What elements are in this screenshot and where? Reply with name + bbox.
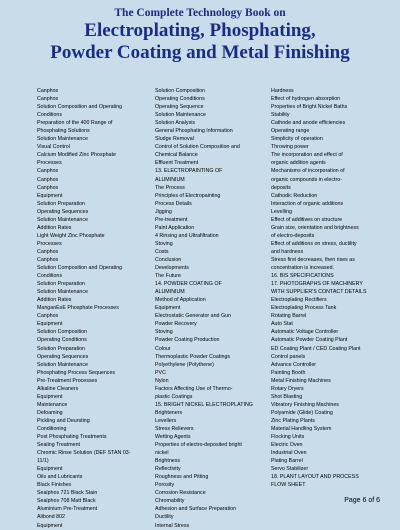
contents-line: Equipment bbox=[37, 522, 63, 529]
contents-line: Rotating Barrel bbox=[271, 313, 307, 320]
contents-line: Canphos bbox=[37, 88, 59, 94]
contents-line: Costs bbox=[155, 248, 169, 255]
contents-line: Porosity bbox=[155, 482, 175, 489]
contents-line: Solution Maintenance bbox=[155, 112, 206, 119]
contents-line: Reflectivity bbox=[155, 466, 181, 473]
contents-line: Solution Composition and Operating bbox=[37, 104, 123, 111]
contents-line: Canphos bbox=[37, 96, 59, 103]
contents-line: Operating Sequence bbox=[155, 104, 204, 111]
contents-line: Conditions bbox=[37, 112, 63, 119]
contents-line: Sealphos 708 Matt Black bbox=[37, 498, 96, 505]
contents-line: Stability bbox=[271, 112, 290, 119]
contents-line: Processes bbox=[37, 240, 62, 247]
contents-line: Cathodic Reduction bbox=[271, 192, 318, 199]
contents-line: FLOW SHEET bbox=[271, 482, 306, 489]
contents-line: Solution Maintenance bbox=[37, 289, 88, 296]
contents-line: Equipment bbox=[37, 466, 63, 473]
contents-line: Ductility bbox=[155, 514, 174, 521]
contents-line: Jigging bbox=[155, 208, 172, 215]
contents-line: Visual Control bbox=[37, 144, 70, 151]
contents-line: Interaction of organic additions bbox=[271, 200, 344, 207]
contents-line: Phosphating Process Sequences bbox=[37, 369, 116, 376]
book-title-line-2: Powder Coating and Metal Finishing bbox=[50, 42, 350, 63]
contents-line: 17. PHOTOGRAPHS OF MACHINERY bbox=[271, 281, 363, 288]
page-number: Page 6 of 6 bbox=[344, 497, 380, 504]
contents-line: organic compounds in electro- bbox=[271, 176, 342, 183]
contents-line: Hardness bbox=[271, 88, 294, 94]
contents-line: Throwing power bbox=[271, 144, 309, 151]
contents-line: Addition Rates bbox=[37, 297, 72, 304]
contents-line: 15. BRIGHT NICKEL ELECTROPLATING bbox=[155, 401, 253, 408]
contents-line: Wetting Agents bbox=[155, 434, 191, 441]
contents-line: Phosphating Solutions bbox=[37, 128, 90, 135]
contents-line: Servo Stabilizer bbox=[271, 466, 309, 473]
contents-line: Properties of Bright Nickel Baths bbox=[271, 104, 348, 111]
contents-line: 11/1) bbox=[37, 458, 49, 465]
contents-line: ALUMINIUM bbox=[155, 289, 185, 296]
contents-line: Conclusion bbox=[155, 256, 182, 263]
contents-line: Calcium Modified Zinc Phosphate bbox=[37, 152, 116, 159]
contents-line: Factors Affecting Use of Thermo- bbox=[155, 385, 233, 392]
contents-line: The incorporation and effect of bbox=[271, 152, 343, 159]
contents-line: Alibond 802 bbox=[37, 514, 65, 521]
contents-line: Solution Preparation bbox=[37, 281, 85, 288]
contents-line: Paint Application bbox=[155, 224, 195, 231]
contents-line: Defoaming bbox=[37, 409, 63, 416]
contents-line: Zinc Plating Plants bbox=[271, 417, 315, 424]
contents-line: Brighteners bbox=[155, 409, 183, 416]
contents-line: Mechanisms of incorporation of bbox=[271, 168, 345, 175]
contents-line: Operating Sequences bbox=[37, 208, 89, 215]
contents-line: Chemical Balance bbox=[155, 152, 198, 159]
contents-column-3 bbox=[271, 87, 389, 530]
contents-line: Automatic Voltage Controller bbox=[271, 329, 339, 336]
contents-column-2 bbox=[155, 87, 271, 530]
contents-line: Electroplating Process Tank bbox=[271, 305, 337, 312]
contents-columns bbox=[37, 87, 389, 530]
contents-line: Light Weight Zinc Phosphate bbox=[37, 232, 105, 239]
contents-line: Pickling and Deursting bbox=[37, 417, 90, 424]
contents-line: Electric Oven bbox=[271, 442, 303, 449]
contents-line: Canphos bbox=[37, 248, 59, 255]
contents-line: Control panels bbox=[271, 353, 306, 360]
contents-line: Chromability bbox=[155, 498, 185, 505]
contents-line: Colour bbox=[155, 345, 171, 352]
contents-line: General Phosphating Information bbox=[155, 128, 233, 135]
contents-line: Solution Composition and Operating bbox=[37, 265, 123, 272]
contents-line: Rotary Dryers bbox=[271, 385, 304, 392]
contents-line: Powder Coating Production bbox=[155, 337, 220, 344]
contents-line: Shot Blasting bbox=[271, 393, 303, 400]
document-page bbox=[6, 4, 394, 529]
contents-line: Canphos bbox=[37, 256, 59, 263]
contents-line: Operating Conditions bbox=[155, 96, 205, 103]
contents-line: Equipment bbox=[155, 305, 181, 312]
contents-line: Operating Conditions bbox=[37, 337, 87, 344]
contents-line: Electrostatic Generator and Gun bbox=[155, 313, 231, 320]
contents-line: Advance Controller bbox=[271, 361, 317, 368]
contents-line: Electroplating Rectifiers bbox=[271, 297, 327, 304]
contents-line: Maintenance bbox=[37, 401, 68, 408]
contents-line: Vibratory Finishing Machines bbox=[271, 401, 339, 408]
contents-line: Conditioning bbox=[37, 425, 67, 432]
contents-line: Chromic Rinse Solution (DEF STAN 03- bbox=[37, 450, 131, 457]
contents-line: Oils and Lubricants bbox=[37, 474, 83, 481]
contents-line: Canphos bbox=[37, 313, 59, 320]
contents-line: Thermoplastic Powder Coatings bbox=[155, 353, 231, 360]
contents-line: Solution Maintenance bbox=[37, 216, 88, 223]
contents-line: Powder Recovery bbox=[155, 321, 197, 328]
contents-line: Levelling bbox=[271, 208, 292, 215]
contents-line: Effect of hydrogen absorption bbox=[271, 96, 341, 103]
contents-line: Levellers bbox=[155, 417, 177, 424]
contents-line: Material Handling System bbox=[271, 425, 332, 432]
contents-line: 14. POWDER COATING OF bbox=[155, 281, 222, 288]
contents-line: Alkaline Cleaners bbox=[37, 385, 79, 392]
contents-line: of electro-deposits bbox=[271, 232, 315, 239]
contents-line: Sludge Removal bbox=[155, 136, 194, 143]
contents-line: Properties of electro-deposited bright bbox=[155, 442, 242, 449]
contents-line: Pre-Treatment Processes bbox=[37, 377, 98, 384]
book-subtitle: The Complete Technology Book on bbox=[114, 7, 286, 19]
contents-line: Solution Maintenance bbox=[37, 361, 88, 368]
contents-line: Canphos bbox=[37, 176, 59, 183]
contents-column-1 bbox=[37, 87, 155, 530]
contents-line: 13. ELECTROPAINTING OF bbox=[155, 168, 223, 175]
contents-line: 18. PLANT LAYOUT AND PROCESS bbox=[271, 474, 359, 481]
contents-line: and hardness bbox=[271, 248, 304, 255]
contents-line: Roughness and Pitting bbox=[155, 474, 209, 481]
contents-line: Solution Analysis bbox=[155, 120, 196, 127]
contents-line: Solution Composition bbox=[155, 88, 206, 94]
contents-line: Operating Sequences bbox=[37, 353, 89, 360]
contents-line: ManganEsE Phosphate Processes bbox=[37, 305, 119, 312]
contents-line: Control of Solution Composition and bbox=[155, 144, 240, 151]
contents-line: Sealing Treatment bbox=[37, 442, 80, 449]
contents-line: 16. BIS SPECIFICATIONS bbox=[271, 273, 334, 280]
contents-line: The Process bbox=[155, 184, 185, 191]
contents-line: Solution Preparation bbox=[37, 200, 85, 207]
contents-line: Sealphos 721 Black Stain bbox=[37, 490, 98, 497]
contents-line: Post Phosphating Treatments bbox=[37, 434, 107, 441]
contents-line: Adhesion and Surface Preparation bbox=[155, 506, 236, 513]
book-title-line-1: Electroplating, Phosphating, bbox=[84, 20, 316, 41]
contents-line: Preparation of the 400 Range of bbox=[37, 120, 113, 127]
contents-line: Method of Application bbox=[155, 297, 206, 304]
contents-line: Developments bbox=[155, 265, 189, 272]
contents-line: Canphos bbox=[37, 168, 59, 175]
contents-line: Solution Preparation bbox=[37, 345, 85, 352]
contents-line: Internal Stress bbox=[155, 522, 190, 529]
contents-line: Stress Relievers bbox=[155, 425, 194, 432]
contents-line: Process Details bbox=[155, 200, 192, 207]
contents-line: Stress first decreases, then rises as bbox=[271, 256, 355, 263]
contents-line: Auto Stat bbox=[271, 321, 293, 328]
contents-line: Plating Barrel bbox=[271, 458, 303, 465]
contents-line: nickel bbox=[155, 450, 169, 457]
contents-line: Polyamide (Glide) Coating bbox=[271, 409, 333, 416]
contents-line: Simplicity of operation bbox=[271, 136, 323, 143]
contents-line: Effluent Treatment bbox=[155, 160, 199, 167]
contents-line: Solution Maintenance bbox=[37, 136, 88, 143]
contents-line: Solution Composition bbox=[37, 329, 88, 336]
contents-line: Industrial Oven bbox=[271, 450, 307, 457]
contents-line: 4 Rinsing and Ultrafiltration bbox=[155, 232, 219, 239]
contents-line: Metal Finishing Machines bbox=[271, 377, 331, 384]
contents-line: Pre-treatment bbox=[155, 216, 188, 223]
contents-line: Polyethylene (Polythene) bbox=[155, 361, 214, 368]
contents-line: Conditions bbox=[37, 273, 63, 280]
contents-line: Effect of additives on structure bbox=[271, 216, 343, 223]
contents-line: Grain size, orientation and brightness bbox=[271, 224, 359, 231]
contents-line: The Future bbox=[155, 273, 181, 280]
contents-line: ALUMINIUM bbox=[155, 176, 185, 183]
contents-line: Processes bbox=[37, 160, 62, 167]
contents-line: Effect of additions on stress, ductility bbox=[271, 240, 357, 247]
contents-line: Flocking Units bbox=[271, 434, 305, 441]
contents-line: Equipment bbox=[37, 321, 63, 328]
contents-line: deposits bbox=[271, 184, 291, 191]
contents-line: Automatic Powder Coating Plant bbox=[271, 337, 348, 344]
contents-line: Stoving bbox=[155, 329, 173, 336]
contents-line: Nylon bbox=[155, 377, 169, 384]
contents-line: Black Finishes bbox=[37, 482, 72, 489]
contents-line: ED Coating Plant / CED Coating Plant bbox=[271, 345, 361, 352]
contents-line: Painting Booth bbox=[271, 369, 306, 376]
contents-line: Corrosion Resistance bbox=[155, 490, 206, 497]
contents-line: Operating range bbox=[271, 128, 310, 135]
contents-line: Addition Rates bbox=[37, 224, 72, 231]
contents-line: PVC bbox=[155, 369, 166, 376]
contents-line: WITH SUPPLIER'S CONTACT DETAILS bbox=[271, 289, 367, 296]
contents-line: Canphos bbox=[37, 184, 59, 191]
contents-line: Stoving bbox=[155, 240, 173, 247]
contents-line: Equipment bbox=[37, 192, 63, 199]
contents-line: concentration is increased. bbox=[271, 265, 335, 272]
contents-line: organic addition agents bbox=[271, 160, 326, 167]
contents-line: Brightness bbox=[155, 458, 181, 465]
contents-line: plastic Coatings bbox=[155, 393, 193, 400]
contents-line: Cathode and anode efficiencies bbox=[271, 120, 346, 127]
contents-line: Aluminium Pre-Treatment bbox=[37, 506, 98, 513]
contents-line: Principles of Electropainting bbox=[155, 192, 221, 199]
contents-line: Equipment bbox=[37, 393, 63, 400]
